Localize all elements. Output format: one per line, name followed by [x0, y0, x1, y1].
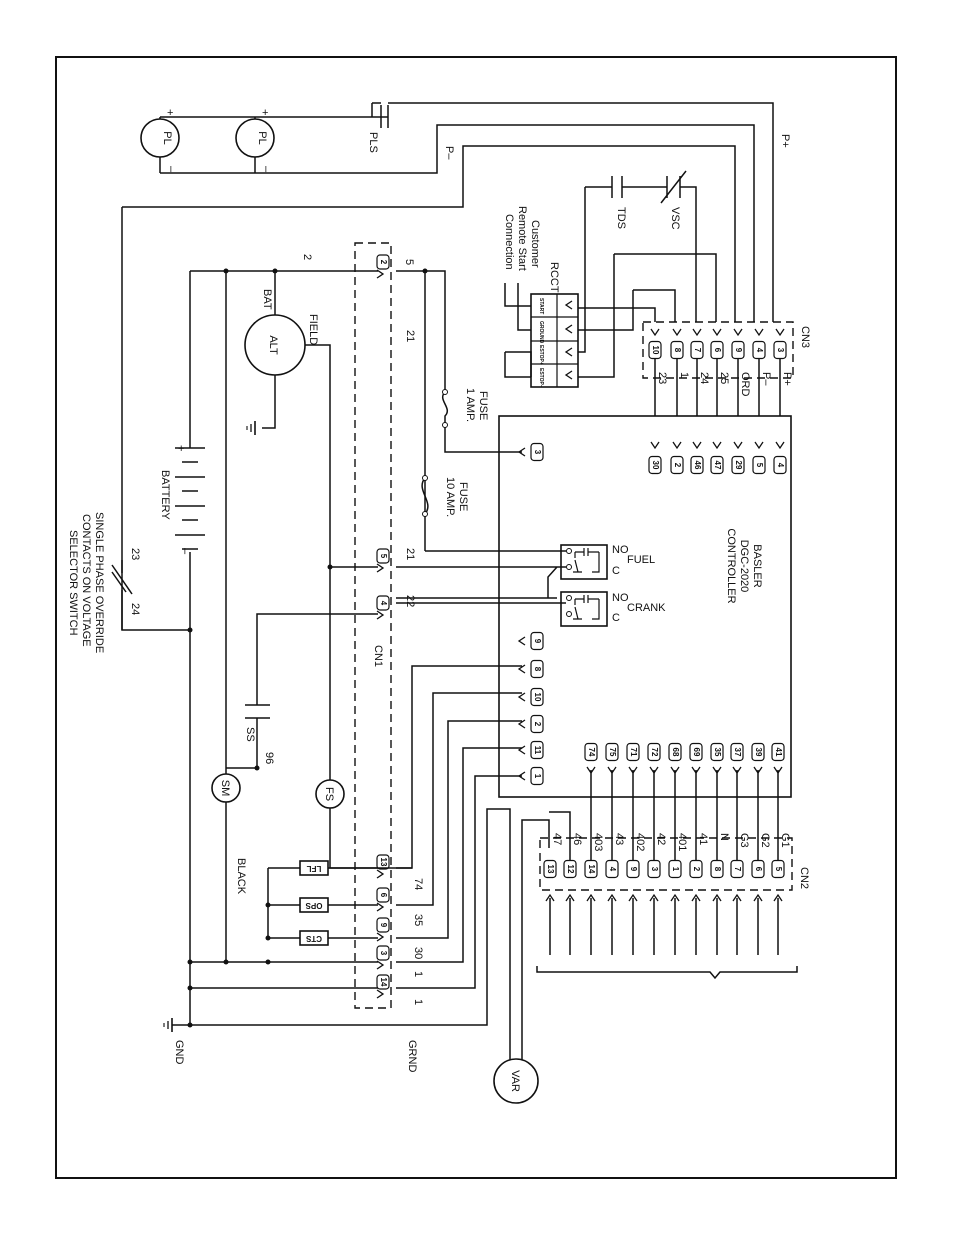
crank-relay-c: C	[612, 612, 620, 624]
cn3-pin-3-text: 3	[775, 347, 785, 353]
cn1-pin-14-text: 14	[378, 977, 388, 987]
cn1-pin-4	[377, 596, 389, 610]
grnd-label: GRND	[406, 1040, 418, 1073]
cn2-pin-8-text: 8	[712, 866, 722, 872]
override-line1: SINGLE PHASE OVERRIDE	[93, 512, 105, 654]
cn1-pin-6-text: 6	[378, 892, 388, 898]
p-plus-top-label: P+	[779, 134, 791, 148]
cn2-pin-7-text: 7	[732, 866, 742, 872]
controller-bottom-terminal-75-text: 75	[607, 747, 617, 757]
wire-22-label: 22	[404, 595, 416, 608]
battery-minus: –	[179, 548, 191, 555]
fuel-relay-name: FUEL	[627, 554, 656, 566]
controller-bottom-terminal-41-text: 41	[773, 747, 783, 757]
controller-line1: BASLER	[751, 544, 763, 588]
pl-left-minus: –	[165, 166, 177, 173]
rcct-label: RCCT	[548, 262, 560, 293]
p-minus-top-label: P–	[443, 146, 455, 160]
controller-terminal-29	[732, 457, 744, 474]
controller-bottom-terminal-74-text: 74	[586, 747, 596, 757]
cn2-label: CN2	[798, 867, 810, 890]
controller-bottom-terminal-72-text: 72	[649, 747, 659, 757]
controller-bottom-terminal-37	[731, 744, 743, 761]
cn2-pin-12-text: 12	[565, 864, 575, 874]
cn3-pin-8-text: 8	[672, 347, 682, 353]
cn2-pin-12	[564, 861, 576, 878]
cn3-wire-3: 25	[718, 372, 730, 385]
cn2-pin-1	[669, 861, 681, 878]
controller-bottom-terminal-75	[606, 744, 618, 761]
controller-bottom-terminal-39-text: 39	[753, 747, 763, 757]
controller-terminal-30-text: 30	[650, 460, 660, 470]
cn1-pin-3	[377, 946, 389, 960]
wire-21-label: 21	[404, 548, 416, 561]
cn1-connector	[355, 243, 424, 1008]
cn3-pin-7	[691, 342, 703, 359]
pls-label: PLS	[367, 132, 379, 153]
controller-bottom-terminal-37-text: 37	[732, 747, 742, 757]
customer-line1: Customer	[529, 220, 541, 268]
controller-bottom-terminal-74	[585, 744, 597, 761]
var-label: VAR	[509, 1070, 521, 1092]
cn1-pin-2-text: 2	[378, 259, 388, 265]
cn2-pin-9-text: 9	[628, 866, 638, 872]
controller-line3: CONTROLLER	[725, 528, 737, 604]
black-label: BLACK	[235, 858, 247, 895]
fs-label: FS	[323, 786, 335, 802]
controller-line2: DGC-2020	[738, 539, 750, 593]
cn2-pin-13	[544, 861, 556, 878]
cn1-pin-9-text: 9	[378, 922, 388, 928]
rcct-estop-plus: ESTOP+	[538, 345, 544, 365]
pl-right-minus: –	[260, 166, 272, 173]
alt-label: ALT	[267, 335, 279, 355]
wire-2-label: 2	[301, 254, 313, 261]
cn2-wire-7: 41	[697, 833, 709, 846]
cn3-wire-6: 23	[656, 372, 668, 385]
cn1-pin-3-text: 3	[378, 950, 388, 956]
rcct-start: START	[538, 298, 544, 315]
override-line2: CONTACTS ON VOLTAGE	[80, 514, 92, 647]
controller-bottom-terminal-69-text: 69	[691, 747, 701, 757]
cn1-pin-5	[377, 549, 389, 563]
controller-bottom-terminal-41	[772, 744, 784, 761]
cn3-pin-8	[671, 342, 683, 359]
customer-line3: Connection	[503, 214, 515, 270]
wire-21-top-label: 21	[404, 330, 416, 343]
controller-left-terminal-11	[531, 742, 543, 759]
cn1-pin-13-text: 13	[378, 857, 388, 867]
controller-terminal-2	[671, 457, 683, 474]
cn3-wire-1: P–	[760, 372, 772, 386]
gnd-label: GND	[173, 1040, 185, 1065]
cn2-pin-6	[752, 861, 764, 878]
controller-left-terminal-2	[531, 716, 543, 733]
pl-left-label: PL	[161, 131, 173, 145]
cn2-pin-5-text: 5	[773, 866, 783, 872]
cn1-label: CN1	[372, 645, 384, 668]
cn2-pin-3	[648, 861, 660, 878]
cn2-wire-1: 46	[571, 833, 583, 846]
cn1-pin-9	[377, 918, 389, 932]
cn2-connector	[537, 770, 810, 978]
sm-label: SM	[219, 779, 231, 797]
cn2-pin-2-text: 2	[691, 866, 701, 872]
cn3-pin-7-text: 7	[692, 347, 702, 353]
vsc-label: VSC	[669, 207, 681, 230]
cn2-wire-2: 403	[592, 833, 604, 852]
cn3-pin-6	[711, 342, 723, 359]
pl-left-plus: +	[167, 107, 174, 119]
cn2-wire-3: 43	[613, 833, 625, 846]
cn3-wire-0: P+	[781, 372, 793, 386]
rcct-ground: GROUND	[538, 321, 544, 344]
controller-left-terminal-3-text: 3	[532, 449, 542, 455]
controller-left-terminal-1-text: 1	[532, 773, 542, 779]
cn3-pin-10-text: 10	[650, 345, 660, 355]
controller-left-terminal-3	[531, 444, 543, 461]
controller-left-terminal-9-text: 9	[532, 638, 542, 644]
customer-line2: Remote Start	[516, 206, 528, 271]
cn3-pin-4-text: 4	[754, 347, 764, 353]
cn2-pin-14-text: 14	[586, 864, 596, 874]
cn2-pin-1-text: 1	[670, 866, 680, 872]
fuel-relay-c: C	[612, 565, 620, 577]
crank-relay-no: NO	[612, 592, 629, 604]
controller-terminal-2-text: 2	[672, 462, 682, 468]
remote-start-group	[503, 171, 716, 388]
cn2-pin-4-text: 4	[607, 866, 617, 872]
cn1-pin-13	[377, 855, 389, 869]
controller-left-terminal-8	[531, 661, 543, 678]
controller-terminal-4	[774, 457, 786, 474]
rcct-estop-minus: ESTOP–	[538, 368, 544, 388]
cn2-wire-6: 401	[676, 833, 688, 852]
cts-label: CTS	[306, 933, 322, 943]
lfl-label: LFL	[306, 863, 322, 873]
ss-label: SS	[244, 727, 256, 742]
controller-bottom-terminal-71	[627, 744, 639, 761]
cn2-pin-9	[627, 861, 639, 878]
cn3-wire-4: 24	[698, 372, 710, 385]
cn3-label: CN3	[799, 326, 811, 349]
controller-bottom-terminal-39	[752, 744, 764, 761]
override-line3: SELECTOR SWITCH	[67, 530, 79, 636]
cn2-pin-13-text: 13	[545, 864, 555, 874]
cn1-pin-4-text: 4	[378, 600, 388, 606]
cn3-pin-9	[732, 342, 744, 359]
controller-bottom-terminal-35-text: 35	[712, 747, 722, 757]
controller-bottom-terminal-35	[711, 744, 723, 761]
battery-plus: +	[178, 443, 185, 455]
bat-label: BAT	[261, 289, 273, 310]
pl-right-plus: +	[262, 107, 269, 119]
cn2-pin-8	[711, 861, 723, 878]
wire-5-label: 5	[403, 259, 415, 266]
cn2-pin-14	[585, 861, 597, 878]
controller-terminal-47	[711, 457, 723, 474]
controller-left-terminal-10-text: 10	[532, 692, 542, 702]
cn1-pin-14	[377, 975, 389, 989]
cn2-pin-3-text: 3	[649, 866, 659, 872]
cn1-wire-4: 1	[412, 999, 424, 1006]
cn3-pin-9-text: 9	[733, 347, 743, 353]
override-23: 23	[129, 548, 141, 561]
controller-left-terminal-1	[531, 768, 543, 785]
controller-terminal-46-text: 46	[692, 460, 702, 470]
cn2-brace	[537, 966, 797, 978]
controller-bottom-terminal-68	[669, 744, 681, 761]
tds-label: TDS	[615, 207, 627, 229]
controller-bottom-terminal-68-text: 68	[670, 747, 680, 757]
cn3-wire-2: ORD	[739, 372, 751, 397]
controller-bottom-terminal-69	[690, 744, 702, 761]
controller-terminal-5-text: 5	[754, 462, 764, 468]
battery-alternator-circuit	[67, 254, 549, 1103]
cn2-wire-4: 402	[634, 833, 646, 852]
cn1-wire-0: 74	[412, 878, 424, 891]
cn2-pin-5	[772, 861, 784, 878]
cn1-wire-3: 1	[412, 971, 424, 978]
cn2-pin-6-text: 6	[753, 866, 763, 872]
cn2-wire-5: 42	[655, 833, 667, 846]
cn1-pin-6	[377, 888, 389, 902]
cn1-wire-1: 35	[412, 914, 424, 927]
field-label: FIELD	[307, 314, 319, 346]
controller-terminal-4-text: 4	[775, 462, 785, 468]
controller-left-terminal-8-text: 8	[532, 666, 542, 672]
cn1-pin-2	[377, 255, 389, 269]
cn3-pin-4	[753, 342, 765, 359]
cn2-wire-8: N	[718, 833, 730, 841]
crank-relay-name: CRANK	[627, 602, 666, 614]
controller-left-terminal-2-text: 2	[532, 721, 542, 727]
cn2-wire-10: G2	[759, 833, 771, 848]
controller-terminal-30	[649, 457, 661, 474]
cn3-pin-10	[649, 342, 661, 359]
controller-terminal-29-text: 29	[733, 460, 743, 470]
cn3-pin-3	[774, 342, 786, 359]
battery-label: BATTERY	[159, 470, 171, 520]
controller-left-terminal-11-text: 11	[532, 745, 542, 755]
controller-terminal-46	[691, 457, 703, 474]
cn1-pin-5-text: 5	[378, 553, 388, 559]
fuel-relay-no: NO	[612, 544, 629, 556]
cn2-wire-11: G1	[779, 833, 791, 848]
ops-label: OPS	[305, 900, 323, 910]
cn2-wire-0: 47	[551, 833, 563, 846]
controller-left-terminal-9	[531, 633, 543, 650]
controller-bottom-terminal-71-text: 71	[628, 747, 638, 757]
fuse10-label-a: FUSE	[457, 482, 469, 512]
cn2-wire-9: G3	[738, 833, 750, 848]
cn1-wire-2: 30	[412, 947, 424, 960]
pl-right-label: PL	[256, 131, 268, 145]
fuse1-label-a: FUSE	[477, 391, 489, 421]
fuse1-label-b: 1 AMP.	[464, 388, 476, 423]
wire-96-label: 96	[263, 752, 275, 765]
cn3-wire-5: 1	[678, 372, 690, 379]
fuse10-label-b: 10 AMP.	[444, 477, 456, 518]
override-24: 24	[129, 603, 141, 616]
cn3-pin-6-text: 6	[712, 347, 722, 353]
controller-left-terminal-10	[531, 689, 543, 706]
cn2-pin-2	[690, 861, 702, 878]
controller-terminal-5	[753, 457, 765, 474]
controller-terminal-47-text: 47	[712, 460, 722, 470]
controller-bottom-terminal-72	[648, 744, 660, 761]
cn2-pin-4	[606, 861, 618, 878]
cn2-pin-7	[731, 861, 743, 878]
